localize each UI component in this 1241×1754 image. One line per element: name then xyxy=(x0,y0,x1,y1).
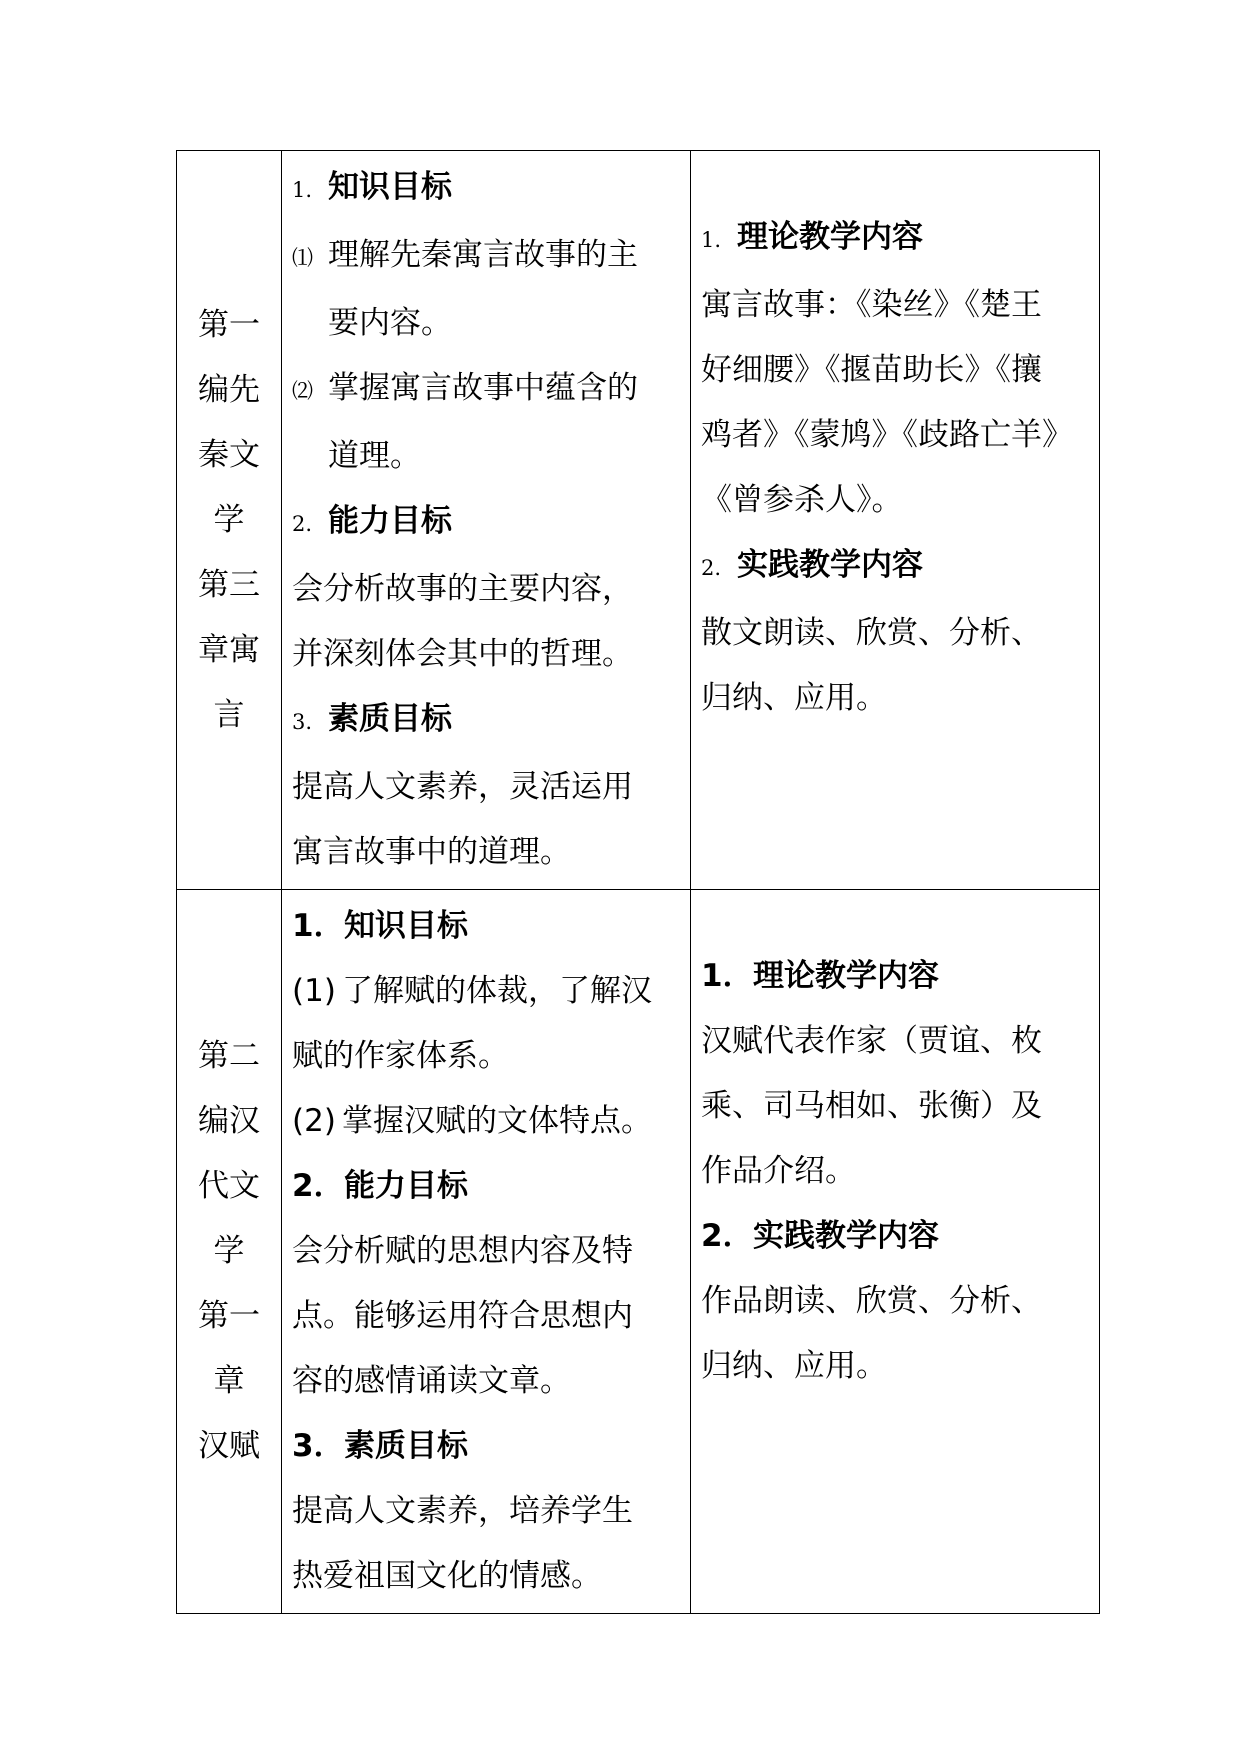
chapter-line: 汉赋 xyxy=(198,1428,260,1464)
objective-item: ⑵ 掌握寓言故事中蕴含的 xyxy=(292,370,638,406)
objective-heading-quality: 3. 素质目标 xyxy=(292,701,452,737)
objective-item-continuation: 要内容。 xyxy=(328,305,452,341)
objective-text: 容的感情诵读文章。 xyxy=(292,1363,571,1399)
chapter-line: 编先 xyxy=(198,371,260,408)
content-text: 作品介绍。 xyxy=(701,1153,856,1189)
content-cell xyxy=(691,890,1100,1614)
chapter-line: 秦文 xyxy=(198,436,260,473)
content-text: 《曾参杀人》。 xyxy=(701,482,903,518)
objective-item-continuation: 道理。 xyxy=(328,438,421,474)
objective-item: (2) 掌握汉赋的文体特点。 xyxy=(292,1103,652,1139)
content-text: 鸡者》《蒙鸠》《歧路亡羊》 xyxy=(701,417,1073,453)
chapter-line: 第二 xyxy=(198,1038,260,1074)
objective-item: ⑴ 理解先秦寓言故事的主 xyxy=(292,237,638,273)
objectives-cell xyxy=(282,890,691,1614)
table-row xyxy=(177,890,1100,1614)
objective-text: 会分析故事的主要内容， xyxy=(292,571,633,607)
content-heading-theory: 1．理论教学内容 xyxy=(701,958,939,994)
content-heading-practice: 2. 实践教学内容 xyxy=(701,547,923,583)
content-text: 归纳、应用。 xyxy=(701,1348,887,1384)
chapter-cell xyxy=(177,890,282,1614)
content-text: 寓言故事：《染丝》《楚王 xyxy=(701,287,1042,323)
objective-heading-quality: 3．素质目标 xyxy=(292,1428,468,1464)
objective-text: 会分析赋的思想内容及特 xyxy=(292,1233,633,1269)
objective-heading-knowledge: 1．知识目标 xyxy=(292,908,468,944)
chapter-line: 编汉 xyxy=(198,1103,260,1139)
chapter-line: 代文 xyxy=(198,1168,260,1204)
content-text: 乘、司马相如、张衡）及 xyxy=(701,1088,1042,1124)
objective-heading-ability: 2. 能力目标 xyxy=(292,503,452,539)
objective-heading-ability: 2．能力目标 xyxy=(292,1168,468,1204)
objectives-cell xyxy=(282,151,691,890)
objective-item-continuation: 赋的作家体系。 xyxy=(292,1038,509,1074)
chapter-line: 言 xyxy=(213,696,245,733)
objective-text: 寓言故事中的道理。 xyxy=(292,834,571,870)
content-text: 散文朗读、欣赏、分析、 xyxy=(701,615,1042,651)
content-heading-theory: 1. 理论教学内容 xyxy=(701,219,923,255)
objective-text: 并深刻体会其中的哲理。 xyxy=(292,636,633,672)
content-text: 汉赋代表作家（贾谊、枚 xyxy=(701,1023,1042,1059)
syllabus-table xyxy=(176,150,1100,1614)
content-text: 作品朗读、欣赏、分析、 xyxy=(701,1283,1042,1319)
chapter-line: 第一 xyxy=(198,306,260,343)
chapter-line: 章 xyxy=(213,1363,245,1399)
objective-item: (1) 了解赋的体裁，了解汉 xyxy=(292,973,652,1009)
objective-text: 提高人文素养，灵活运用 xyxy=(292,769,633,805)
chapter-line: 章寓 xyxy=(198,631,260,668)
chapter-line: 第一 xyxy=(198,1298,260,1334)
objective-text: 热爱祖国文化的情感。 xyxy=(292,1558,602,1594)
objective-text: 提高人文素养，培养学生 xyxy=(292,1493,633,1529)
content-cell xyxy=(691,151,1100,890)
table-row xyxy=(177,151,1100,890)
chapter-cell xyxy=(177,151,282,890)
content-text: 归纳、应用。 xyxy=(701,680,887,716)
chapter-line: 学 xyxy=(213,1233,245,1269)
chapter-line: 学 xyxy=(213,501,245,538)
objective-text: 点。能够运用符合思想内 xyxy=(292,1298,633,1334)
content-heading-practice: 2．实践教学内容 xyxy=(701,1218,939,1254)
content-text: 好细腰》《揠苗助长》《攘 xyxy=(701,352,1042,388)
chapter-line: 第三 xyxy=(198,566,260,603)
objective-heading-knowledge: 1. 知识目标 xyxy=(292,169,452,205)
